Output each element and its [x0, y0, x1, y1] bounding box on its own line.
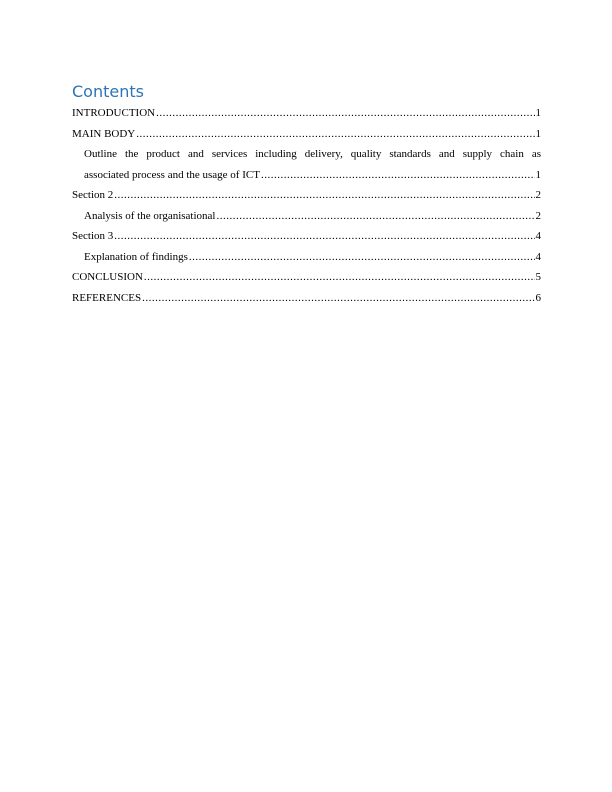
- toc-entry-label: associated process and the usage of ICT: [84, 168, 260, 181]
- toc-entry-label: INTRODUCTION: [72, 107, 156, 119]
- toc-entry-conclusion[interactable]: [72, 267, 541, 288]
- dot-leader: [216, 206, 534, 227]
- toc-entry-analysis[interactable]: [72, 206, 541, 227]
- toc-page-number: 1: [535, 127, 541, 140]
- toc-page-number: 4: [535, 250, 541, 263]
- toc-entry-main-body[interactable]: [72, 124, 541, 145]
- dot-leader: [261, 165, 535, 186]
- toc-entry-references[interactable]: [72, 288, 541, 309]
- toc-entry-label: Analysis of the organisational: [84, 209, 216, 222]
- toc-entry-explanation[interactable]: [72, 247, 541, 268]
- toc-entry-label: Section 2: [72, 189, 114, 201]
- toc-entry-label: REFERENCES: [72, 291, 142, 304]
- toc-page-number: 4: [535, 230, 541, 242]
- toc-entry-section-2[interactable]: [72, 185, 541, 206]
- toc-entry-label: Section 3: [72, 230, 114, 242]
- toc-page-number: 5: [535, 271, 541, 283]
- dot-leader: [156, 103, 534, 124]
- toc-page-number: 2: [535, 189, 541, 201]
- dot-leader: [144, 267, 535, 288]
- toc-page-number: 1: [535, 107, 541, 119]
- dot-leader: [114, 226, 534, 247]
- toc-entry-section-3[interactable]: [72, 226, 541, 247]
- dot-leader: [189, 247, 535, 268]
- toc-title: Contents: [72, 82, 144, 101]
- toc-page-number: 2: [535, 209, 541, 222]
- toc-page-number: 6: [535, 291, 541, 304]
- toc-entry-label: Explanation of findings: [84, 250, 188, 263]
- toc-entry-label: MAIN BODY: [72, 127, 136, 140]
- dot-leader: [114, 185, 534, 206]
- toc-entry-outline-product[interactable]: [72, 144, 541, 185]
- toc-page-number: 1: [535, 168, 541, 181]
- dot-leader: [142, 288, 534, 309]
- dot-leader: [136, 124, 534, 145]
- document-page: [72, 82, 541, 308]
- toc-entry-label-line1: Outline the product and services including delivery, quality standards and supply chain as: [84, 148, 541, 160]
- toc-entry-introduction[interactable]: [72, 103, 541, 124]
- toc-list: [72, 103, 541, 308]
- toc-entry-label: CONCLUSION: [72, 271, 143, 283]
